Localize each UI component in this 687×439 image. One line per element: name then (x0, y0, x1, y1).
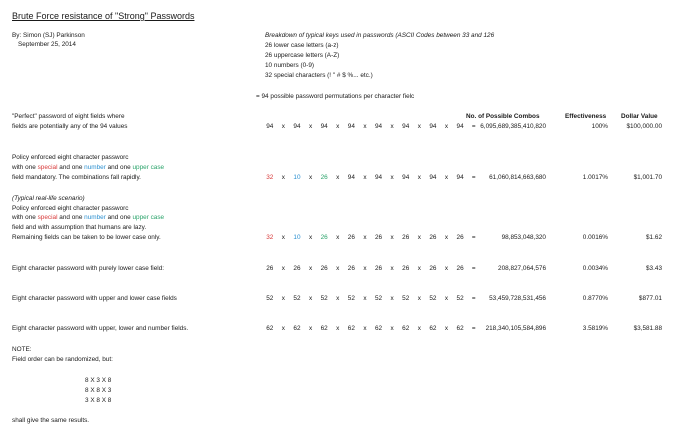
row-desc: Policy enforced eight character passworc (12, 154, 129, 161)
upper-label: upper case (132, 164, 165, 171)
multiply-sign: x (417, 325, 421, 332)
multiply-sign: x (444, 234, 449, 241)
row-combos: 218,340,105,584,896 (485, 325, 546, 332)
equals-sign: = (471, 295, 476, 302)
row-combos: 53,459,728,531,456 (489, 295, 546, 302)
row-dollar: $3.43 (646, 265, 662, 272)
equals-sign: = (471, 174, 476, 181)
row-desc: Eight character password with upper and lower case fields (12, 295, 177, 302)
row-desc: Eight character password with purely lower case field: (12, 265, 165, 272)
row-dollar: $1,001.70 (633, 174, 662, 181)
equation-term: 32 (266, 234, 274, 241)
multiply-sign: x (336, 325, 340, 332)
row-desc: with one special and one number and one upper case (12, 164, 165, 171)
equation-term: 26 (293, 265, 301, 272)
multiply-sign: x (444, 265, 449, 272)
equation-term: 26 (374, 234, 383, 241)
multiply-sign: x (308, 295, 313, 302)
note-end: shall give the same results. (12, 417, 90, 424)
row-desc: fields are potentially any of the 94 values (12, 123, 128, 130)
multiply-sign: x (417, 295, 421, 302)
multiply-sign: x (444, 174, 449, 181)
equation-term: 62 (374, 325, 383, 332)
equation-term: 62 (402, 325, 410, 332)
equation-term: 94 (266, 123, 274, 130)
row-effectiveness: 3.5819% (582, 325, 608, 332)
equation-term: 26 (266, 265, 274, 272)
equation-term: 26 (347, 234, 355, 241)
equation-term: 26 (320, 234, 328, 241)
breakdown-heading: Breakdown of typical keys used in passwords (ASCII Codes between 33 and 126 (265, 32, 495, 39)
row-dollar: $100,000.00 (626, 123, 662, 130)
row-effectiveness: 0.0016% (582, 234, 608, 241)
breakdown-line: 10 numbers (0-9) (265, 62, 315, 69)
multiply-sign: x (417, 174, 421, 181)
equation-term: 62 (266, 325, 274, 332)
note-combo: 8 X 8 X 3 (85, 387, 112, 394)
row-effectiveness: 0.8770% (582, 295, 608, 302)
equation-term: 94 (456, 123, 464, 130)
equals-sign: = (471, 265, 476, 272)
row-combos: 208,827,064,576 (498, 265, 546, 272)
note-label: NOTE: (12, 346, 32, 353)
multiply-sign: x (417, 234, 421, 241)
equation-term: 94 (320, 123, 328, 130)
equation-term: 62 (456, 325, 464, 332)
row-desc: with one special and one number and one upper case (12, 214, 165, 221)
multiply-sign: x (336, 295, 340, 302)
author: By: Simon (SJ) Parkinson (12, 32, 85, 39)
equation-term: 32 (266, 174, 274, 181)
breakdown-line: 26 lower case letters (a-z) (265, 42, 339, 49)
equation-term: 94 (347, 123, 355, 130)
multiply-sign: x (363, 265, 367, 272)
multiply-sign: x (308, 265, 313, 272)
multiply-sign: x (390, 123, 394, 130)
equals-sign: = (471, 325, 476, 332)
multiply-sign: x (390, 295, 394, 302)
equation-term: 26 (320, 265, 328, 272)
note-line: Field order can be randomized, but: (12, 356, 113, 363)
equation-term: 52 (266, 295, 274, 302)
multiply-sign: x (336, 234, 340, 241)
note-combo: 3 X 8 X 8 (85, 397, 112, 404)
row-effectiveness: 0.0034% (582, 265, 608, 272)
equation-term: 52 (293, 295, 301, 302)
equation-term: 62 (320, 325, 328, 332)
equation-term: 26 (347, 265, 355, 272)
multiply-sign: x (281, 325, 285, 332)
row-note: (Typical real-life scenario) (12, 195, 85, 202)
upper-label: upper case (132, 214, 165, 221)
equation-term: 62 (429, 325, 437, 332)
row-desc: Eight character password with upper, lower and number fields. (12, 325, 189, 332)
multiply-sign: x (417, 265, 421, 272)
multiply-sign: x (390, 325, 394, 332)
equation-term: 10 (293, 234, 301, 241)
multiply-sign: x (363, 325, 367, 332)
equation-term: 94 (347, 174, 355, 181)
equation-term: 62 (293, 325, 301, 332)
equation-term: 52 (429, 295, 437, 302)
row-combos: 98,853,048,320 (501, 234, 546, 241)
multiply-sign: x (281, 295, 285, 302)
row-combos: 61,060,814,663,680 (489, 174, 546, 181)
multiply-sign: x (336, 174, 340, 181)
multiply-sign: x (281, 234, 285, 241)
equation-term: 52 (320, 295, 328, 302)
equation-term: 26 (402, 265, 410, 272)
note-combo: 8 X 3 X 8 (85, 377, 112, 384)
header-dollar: Dollar Value (621, 113, 658, 120)
multiply-sign: x (417, 123, 421, 130)
row-dollar: $3,581.88 (633, 325, 662, 332)
equation-term: 26 (429, 265, 437, 272)
equation-term: 62 (347, 325, 355, 332)
equation-term: 94 (456, 174, 464, 181)
multiply-sign: x (336, 265, 340, 272)
multiply-sign: x (308, 234, 313, 241)
multiply-sign: x (308, 123, 313, 130)
equation-term: 94 (402, 123, 410, 130)
equation-term: 94 (374, 123, 383, 130)
equation-term: 94 (429, 123, 437, 130)
multiply-sign: x (281, 123, 285, 130)
equation-term: 26 (429, 234, 437, 241)
equals-sign: = (471, 234, 476, 241)
breakdown-line: 32 special characters (! " # $ %... etc.) (265, 72, 373, 79)
row-effectiveness: 100% (591, 123, 608, 130)
row-combos: 6,095,689,385,410,820 (480, 123, 546, 130)
equation-term: 26 (320, 174, 328, 181)
multiply-sign: x (363, 174, 367, 181)
multiply-sign: x (390, 234, 394, 241)
equation-term: 26 (374, 265, 383, 272)
equation-term: 26 (456, 265, 464, 272)
equation-term: 94 (402, 174, 410, 181)
equation-term: 52 (402, 295, 410, 302)
breakdown-total: = 94 possible password permutations per character fielc (256, 93, 415, 100)
header-effectiveness: Effectiveness (565, 113, 607, 120)
equation-term: 52 (347, 295, 355, 302)
equation-term: 52 (456, 295, 464, 302)
equals-sign: = (471, 123, 476, 130)
equation-term: 26 (456, 234, 464, 241)
row-desc: field mandatory. The combinations fall rapidly. (12, 174, 141, 181)
special-label: special (37, 164, 58, 171)
multiply-sign: x (336, 123, 340, 130)
multiply-sign: x (444, 325, 449, 332)
multiply-sign: x (281, 265, 285, 272)
multiply-sign: x (308, 325, 313, 332)
row-dollar: $1.62 (646, 234, 662, 241)
equation-term: 52 (374, 295, 383, 302)
multiply-sign: x (363, 295, 367, 302)
equation-term: 26 (402, 234, 410, 241)
date: September 25, 2014 (18, 41, 76, 48)
equation-term: 94 (293, 123, 301, 130)
page-title: Brute Force resistance of "Strong" Passwords (12, 11, 195, 21)
row-desc: Remaining fields can be taken to be lower case only. (12, 234, 161, 241)
equation-term: 94 (374, 174, 383, 181)
row-desc: field and with assumption that humans are lazy. (12, 224, 147, 231)
multiply-sign: x (390, 174, 394, 181)
multiply-sign: x (390, 265, 394, 272)
row-effectiveness: 1.0017% (582, 174, 608, 181)
row-desc: "Perfect" password of eight fields where (12, 113, 125, 120)
special-label: special (37, 214, 58, 221)
multiply-sign: x (363, 123, 367, 130)
multiply-sign: x (363, 234, 367, 241)
equation-term: 10 (293, 174, 301, 181)
breakdown-line: 26 uppercase letters (A-Z) (265, 52, 340, 59)
header-combos: No. of Possible Combos (466, 113, 540, 120)
multiply-sign: x (444, 123, 449, 130)
row-desc: Policy enforced eight character passworc (12, 205, 129, 212)
row-dollar: $877.01 (638, 295, 662, 302)
number-label: number (84, 164, 106, 171)
multiply-sign: x (444, 295, 449, 302)
number-label: number (84, 214, 106, 221)
multiply-sign: x (308, 174, 313, 181)
equation-term: 94 (429, 174, 437, 181)
multiply-sign: x (281, 174, 285, 181)
